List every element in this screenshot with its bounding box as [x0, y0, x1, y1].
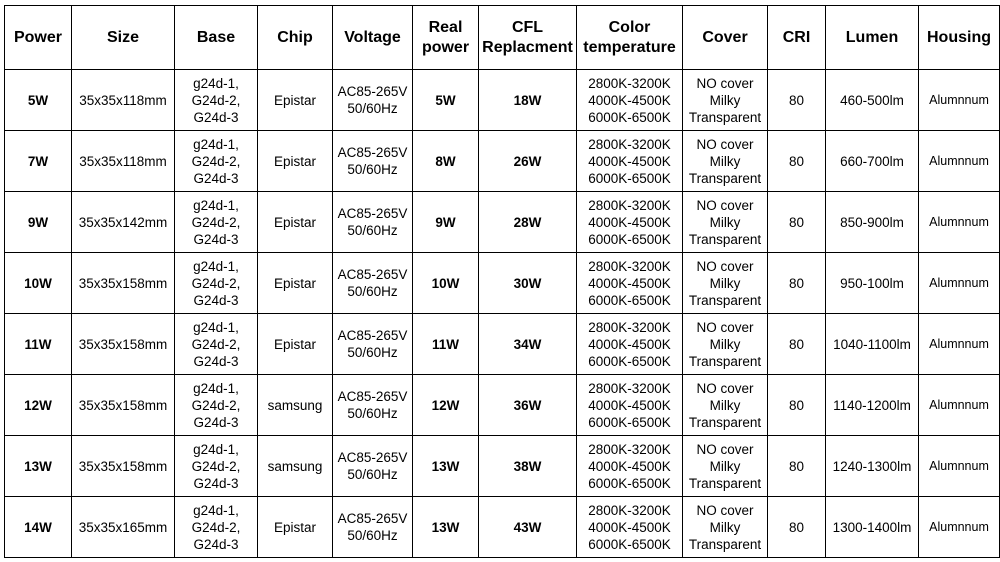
cover-cell-line: Transparent: [688, 170, 762, 186]
base-cell-line: G24d-2,: [191, 275, 241, 291]
housing-cell: Alumnnum: [919, 497, 1000, 558]
base-cell: [175, 436, 258, 497]
base-cell-line: G24d-3: [193, 292, 239, 308]
color-temperature-cell: [577, 192, 683, 253]
color-temperature-cell-line: 2800K-3200K: [588, 319, 671, 335]
voltage-cell-line: 50/60Hz: [347, 467, 398, 482]
housing-cell: Alumnnum: [919, 70, 1000, 131]
cri-cell: 80: [768, 436, 826, 497]
table-header: [5, 6, 1000, 70]
lumen-cell: 1240-1300lm: [826, 436, 919, 497]
voltage-cell: [333, 192, 413, 253]
chip-cell: Epistar: [258, 314, 333, 375]
color-temperature-cell-line: 6000K-6500K: [588, 475, 671, 491]
base-cell-line: G24d-2,: [191, 153, 241, 169]
cover-cell-line: NO cover: [696, 136, 754, 152]
column-header-text: temperature: [583, 38, 676, 56]
column-header-text: power: [421, 38, 470, 56]
base-cell-line: G24d-3: [193, 536, 239, 552]
color-temperature-cell-line: 6000K-6500K: [588, 353, 671, 369]
voltage-cell-line: 50/60Hz: [347, 223, 398, 238]
cfl-replacement-cell: 38W: [479, 436, 577, 497]
lumen-cell: 1140-1200lm: [826, 375, 919, 436]
cri-cell: 80: [768, 70, 826, 131]
column-header-base: [175, 6, 258, 70]
cover-cell-line: Transparent: [688, 475, 762, 491]
voltage-cell-line: 50/60Hz: [347, 345, 398, 360]
table-row: [5, 192, 1000, 253]
lumen-cell: 460-500lm: [826, 70, 919, 131]
table-body: [5, 70, 1000, 558]
size-cell: 35x35x158mm: [72, 436, 175, 497]
color-temperature-cell-line: 2800K-3200K: [588, 380, 671, 396]
table-row: [5, 131, 1000, 192]
size-cell: 35x35x118mm: [72, 131, 175, 192]
cover-cell-line: Transparent: [688, 353, 762, 369]
base-cell-line: g24d-1,: [193, 197, 239, 213]
cover-cell: [683, 497, 768, 558]
housing-cell: Alumnnum: [919, 436, 1000, 497]
voltage-cell-line: AC85-265V: [337, 389, 408, 404]
real-power-cell: 13W: [413, 436, 479, 497]
column-header-text: Replacment: [482, 38, 573, 56]
color-temperature-cell-line: 4000K-4500K: [588, 458, 671, 474]
cover-cell-line: NO cover: [696, 502, 754, 518]
cover-cell-line: NO cover: [696, 258, 754, 274]
header-row: [5, 6, 1000, 70]
color-temperature-cell-line: 2800K-3200K: [588, 136, 671, 152]
lumen-cell: 850-900lm: [826, 192, 919, 253]
cri-cell: 80: [768, 131, 826, 192]
power-cell: 7W: [5, 131, 72, 192]
cfl-replacement-cell: 30W: [479, 253, 577, 314]
base-cell: [175, 192, 258, 253]
column-header-housing: [919, 6, 1000, 70]
base-cell-line: G24d-3: [193, 170, 239, 186]
cover-cell: [683, 131, 768, 192]
cover-cell-line: Milky: [709, 275, 741, 291]
spec-table-container: [4, 5, 999, 558]
color-temperature-cell-line: 6000K-6500K: [588, 414, 671, 430]
base-cell-line: G24d-2,: [191, 92, 241, 108]
voltage-cell: [333, 436, 413, 497]
cover-cell-line: Transparent: [688, 536, 762, 552]
real-power-cell: 9W: [413, 192, 479, 253]
power-cell: 10W: [5, 253, 72, 314]
column-header-real-power: [413, 6, 479, 70]
voltage-cell-line: AC85-265V: [337, 450, 408, 465]
color-temperature-cell: [577, 70, 683, 131]
cover-cell-line: Transparent: [688, 414, 762, 430]
column-header-text: Real: [428, 18, 463, 36]
color-temperature-cell-line: 6000K-6500K: [588, 292, 671, 308]
voltage-cell-line: 50/60Hz: [347, 406, 398, 421]
cover-cell-line: NO cover: [696, 380, 754, 396]
voltage-cell-line: 50/60Hz: [347, 528, 398, 543]
voltage-cell-line: AC85-265V: [337, 511, 408, 526]
cfl-replacement-cell: 26W: [479, 131, 577, 192]
base-cell-line: G24d-3: [193, 231, 239, 247]
column-header-chip: [258, 6, 333, 70]
base-cell-line: G24d-3: [193, 109, 239, 125]
power-cell: 12W: [5, 375, 72, 436]
cri-cell: 80: [768, 192, 826, 253]
cover-cell-line: Milky: [709, 397, 741, 413]
cover-cell: [683, 314, 768, 375]
voltage-cell-line: AC85-265V: [337, 328, 408, 343]
cri-cell: 80: [768, 375, 826, 436]
cfl-replacement-cell: 28W: [479, 192, 577, 253]
housing-cell: Alumnnum: [919, 375, 1000, 436]
chip-cell: Epistar: [258, 253, 333, 314]
base-cell-line: g24d-1,: [193, 441, 239, 457]
table-row: [5, 70, 1000, 131]
housing-cell: Alumnnum: [919, 192, 1000, 253]
base-cell-line: G24d-3: [193, 353, 239, 369]
cover-cell-line: Milky: [709, 519, 741, 535]
voltage-cell: [333, 375, 413, 436]
voltage-cell-line: 50/60Hz: [347, 101, 398, 116]
base-cell-line: g24d-1,: [193, 319, 239, 335]
column-header-text: Voltage: [344, 28, 401, 46]
color-temperature-cell-line: 4000K-4500K: [588, 519, 671, 535]
color-temperature-cell: [577, 436, 683, 497]
real-power-cell: 8W: [413, 131, 479, 192]
column-header-power: [5, 6, 72, 70]
column-header-cri: [768, 6, 826, 70]
table-row: [5, 497, 1000, 558]
housing-cell: Alumnnum: [919, 314, 1000, 375]
cover-cell: [683, 253, 768, 314]
column-header-voltage: [333, 6, 413, 70]
column-header-text: Base: [196, 28, 236, 46]
size-cell: 35x35x142mm: [72, 192, 175, 253]
color-temperature-cell-line: 2800K-3200K: [588, 441, 671, 457]
base-cell-line: G24d-2,: [191, 458, 241, 474]
chip-cell: samsung: [258, 436, 333, 497]
column-header-text: Size: [106, 28, 139, 46]
cover-cell-line: Milky: [709, 153, 741, 169]
column-header-text: CFL: [511, 18, 544, 36]
housing-cell: Alumnnum: [919, 131, 1000, 192]
color-temperature-cell: [577, 375, 683, 436]
color-temperature-cell-line: 2800K-3200K: [588, 502, 671, 518]
base-cell-line: G24d-2,: [191, 336, 241, 352]
base-cell: [175, 497, 258, 558]
base-cell-line: g24d-1,: [193, 380, 239, 396]
spec-table: [4, 5, 1000, 558]
color-temperature-cell: [577, 314, 683, 375]
base-cell-line: G24d-3: [193, 475, 239, 491]
column-header-text: Color: [608, 18, 651, 36]
size-cell: 35x35x158mm: [72, 375, 175, 436]
housing-cell: Alumnnum: [919, 253, 1000, 314]
lumen-cell: 1300-1400lm: [826, 497, 919, 558]
lumen-cell: 660-700lm: [826, 131, 919, 192]
voltage-cell: [333, 70, 413, 131]
cover-cell-line: Milky: [709, 336, 741, 352]
column-header-cfl-replacement: [479, 6, 577, 70]
power-cell: 9W: [5, 192, 72, 253]
chip-cell: Epistar: [258, 70, 333, 131]
lumen-cell: 950-100lm: [826, 253, 919, 314]
color-temperature-cell-line: 2800K-3200K: [588, 75, 671, 91]
size-cell: 35x35x118mm: [72, 70, 175, 131]
power-cell: 14W: [5, 497, 72, 558]
voltage-cell-line: 50/60Hz: [347, 162, 398, 177]
power-cell: 13W: [5, 436, 72, 497]
cover-cell-line: Transparent: [688, 109, 762, 125]
voltage-cell-line: AC85-265V: [337, 145, 408, 160]
color-temperature-cell-line: 2800K-3200K: [588, 258, 671, 274]
table-row: [5, 253, 1000, 314]
column-header-text: CRI: [782, 28, 811, 46]
column-header-text: Cover: [702, 28, 748, 46]
size-cell: 35x35x165mm: [72, 497, 175, 558]
base-cell-line: G24d-2,: [191, 397, 241, 413]
voltage-cell: [333, 131, 413, 192]
base-cell-line: g24d-1,: [193, 136, 239, 152]
voltage-cell-line: AC85-265V: [337, 206, 408, 221]
size-cell: 35x35x158mm: [72, 253, 175, 314]
cfl-replacement-cell: 43W: [479, 497, 577, 558]
column-header-text: Chip: [277, 28, 313, 46]
cover-cell-line: Milky: [709, 458, 741, 474]
cover-cell-line: Milky: [709, 214, 741, 230]
cri-cell: 80: [768, 253, 826, 314]
cfl-replacement-cell: 18W: [479, 70, 577, 131]
base-cell-line: G24d-3: [193, 414, 239, 430]
cover-cell: [683, 436, 768, 497]
cover-cell: [683, 70, 768, 131]
column-header-text: Power: [13, 28, 62, 46]
color-temperature-cell-line: 2800K-3200K: [588, 197, 671, 213]
base-cell: [175, 70, 258, 131]
column-header-lumen: [826, 6, 919, 70]
cfl-replacement-cell: 34W: [479, 314, 577, 375]
chip-cell: Epistar: [258, 192, 333, 253]
cover-cell-line: Transparent: [688, 292, 762, 308]
base-cell: [175, 375, 258, 436]
cover-cell-line: NO cover: [696, 441, 754, 457]
voltage-cell-line: AC85-265V: [337, 84, 408, 99]
real-power-cell: 5W: [413, 70, 479, 131]
base-cell-line: g24d-1,: [193, 75, 239, 91]
voltage-cell: [333, 314, 413, 375]
real-power-cell: 12W: [413, 375, 479, 436]
cover-cell-line: NO cover: [696, 319, 754, 335]
color-temperature-cell-line: 4000K-4500K: [588, 397, 671, 413]
chip-cell: Epistar: [258, 497, 333, 558]
color-temperature-cell-line: 6000K-6500K: [588, 170, 671, 186]
color-temperature-cell-line: 4000K-4500K: [588, 214, 671, 230]
voltage-cell-line: AC85-265V: [337, 267, 408, 282]
cover-cell-line: NO cover: [696, 75, 754, 91]
color-temperature-cell-line: 4000K-4500K: [588, 336, 671, 352]
column-header-color-temperature: [577, 6, 683, 70]
base-cell: [175, 253, 258, 314]
cover-cell: [683, 375, 768, 436]
color-temperature-cell: [577, 131, 683, 192]
lumen-cell: 1040-1100lm: [826, 314, 919, 375]
base-cell: [175, 314, 258, 375]
table-row: [5, 375, 1000, 436]
chip-cell: Epistar: [258, 131, 333, 192]
column-header-text: Lumen: [845, 28, 899, 46]
column-header-cover: [683, 6, 768, 70]
table-row: [5, 436, 1000, 497]
cover-cell: [683, 192, 768, 253]
cover-cell-line: NO cover: [696, 197, 754, 213]
cover-cell-line: Transparent: [688, 231, 762, 247]
cover-cell-line: Milky: [709, 92, 741, 108]
size-cell: 35x35x158mm: [72, 314, 175, 375]
cfl-replacement-cell: 36W: [479, 375, 577, 436]
real-power-cell: 13W: [413, 497, 479, 558]
cri-cell: 80: [768, 497, 826, 558]
real-power-cell: 10W: [413, 253, 479, 314]
color-temperature-cell-line: 4000K-4500K: [588, 153, 671, 169]
voltage-cell-line: 50/60Hz: [347, 284, 398, 299]
base-cell-line: g24d-1,: [193, 258, 239, 274]
table-row: [5, 314, 1000, 375]
color-temperature-cell-line: 4000K-4500K: [588, 92, 671, 108]
base-cell-line: G24d-2,: [191, 214, 241, 230]
chip-cell: samsung: [258, 375, 333, 436]
voltage-cell: [333, 497, 413, 558]
cri-cell: 80: [768, 314, 826, 375]
color-temperature-cell-line: 6000K-6500K: [588, 109, 671, 125]
color-temperature-cell-line: 6000K-6500K: [588, 536, 671, 552]
column-header-text: Housing: [927, 28, 991, 46]
power-cell: 5W: [5, 70, 72, 131]
voltage-cell: [333, 253, 413, 314]
base-cell-line: G24d-2,: [191, 519, 241, 535]
base-cell: [175, 131, 258, 192]
base-cell-line: g24d-1,: [193, 502, 239, 518]
column-header-size: [72, 6, 175, 70]
color-temperature-cell: [577, 253, 683, 314]
real-power-cell: 11W: [413, 314, 479, 375]
color-temperature-cell-line: 4000K-4500K: [588, 275, 671, 291]
power-cell: 11W: [5, 314, 72, 375]
color-temperature-cell: [577, 497, 683, 558]
color-temperature-cell-line: 6000K-6500K: [588, 231, 671, 247]
